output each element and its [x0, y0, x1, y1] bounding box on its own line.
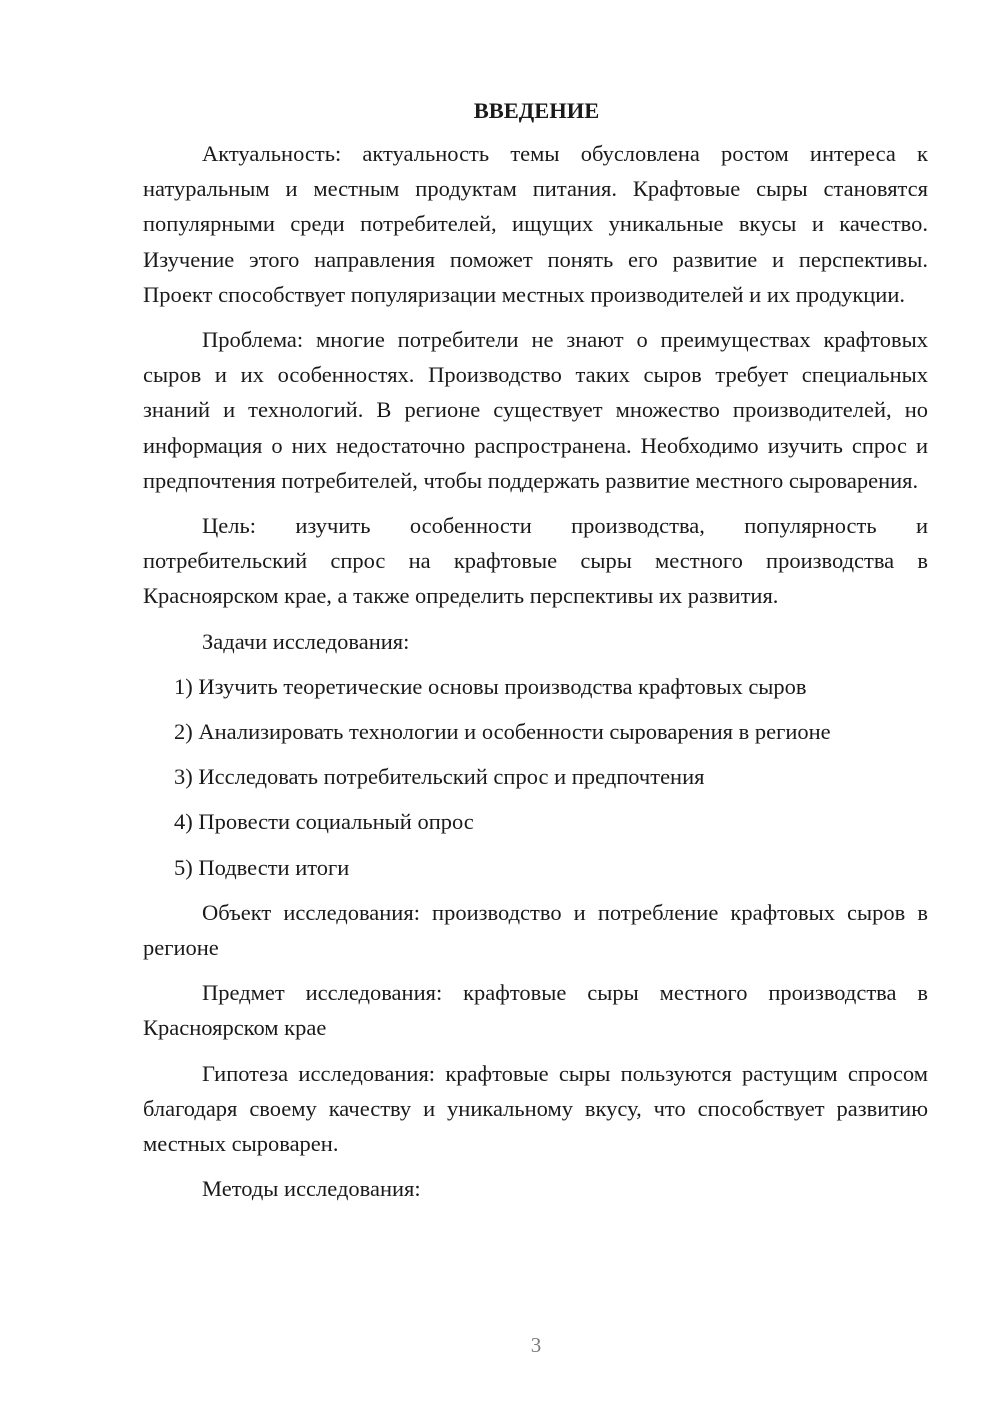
- problem-paragraph: Проблема: многие потребители не знают о преимуществах крафтовых сыров и их особенностях. Производство таких сыров требует специальных знаний и технологий. В регионе существует множество производителей, но информация о них недостаточно распространена. Необходимо изучить спрос и предпочтения потребителей, чтобы поддержать развитие местного сыроварения.: [143, 327, 928, 493]
- goal-paragraph: Цель: изучить особенности производства, популярность и потребительский спрос на крафтовые сыры местного производства в Красноярском крае, а также определить перспективы их развития.: [143, 513, 928, 609]
- list-item: 4) Провести социальный опрос: [174, 809, 474, 835]
- relevance-paragraph: Актуальность: актуальность темы обусловлена ростом интереса к натуральным и местным продуктам питания. Крафтовые сыры становятся популярными среди потребителей, ищущих уникальные вкусы и качество. Изучение этого направления поможет понять его развитие и перспективы. Проект способствует популяризации местных производителей и их продукции.: [143, 141, 928, 307]
- list-item: 3) Исследовать потребительский спрос и предпочтения: [174, 764, 705, 790]
- tasks-list: [143, 669, 928, 885]
- list-item: 2) Анализировать технологии и особенности сыроварения в регионе: [174, 719, 831, 745]
- page-number: 3: [530, 1333, 542, 1357]
- section-title: ВВЕДЕНИЕ: [473, 98, 600, 123]
- tasks-heading: Задачи исследования:: [202, 628, 410, 654]
- page-content: [143, 96, 928, 1216]
- methods-heading: Методы исследования:: [202, 1176, 421, 1202]
- list-item: 1) Изучить теоретические основы производства крафтовых сыров: [174, 673, 807, 699]
- object-paragraph: Объект исследования: производство и потребление крафтовых сыров в регионе: [143, 899, 928, 961]
- hypothesis-paragraph: Гипотеза исследования: крафтовые сыры пользуются растущим спросом благодаря своему качеству и уникальному вкусу, что способствует развитию местных сыроварен.: [143, 1060, 928, 1157]
- list-item: 5) Подвести итоги: [174, 854, 350, 880]
- subject-paragraph: Предмет исследования: крафтовые сыры местного производства в Красноярском крае: [143, 980, 928, 1041]
